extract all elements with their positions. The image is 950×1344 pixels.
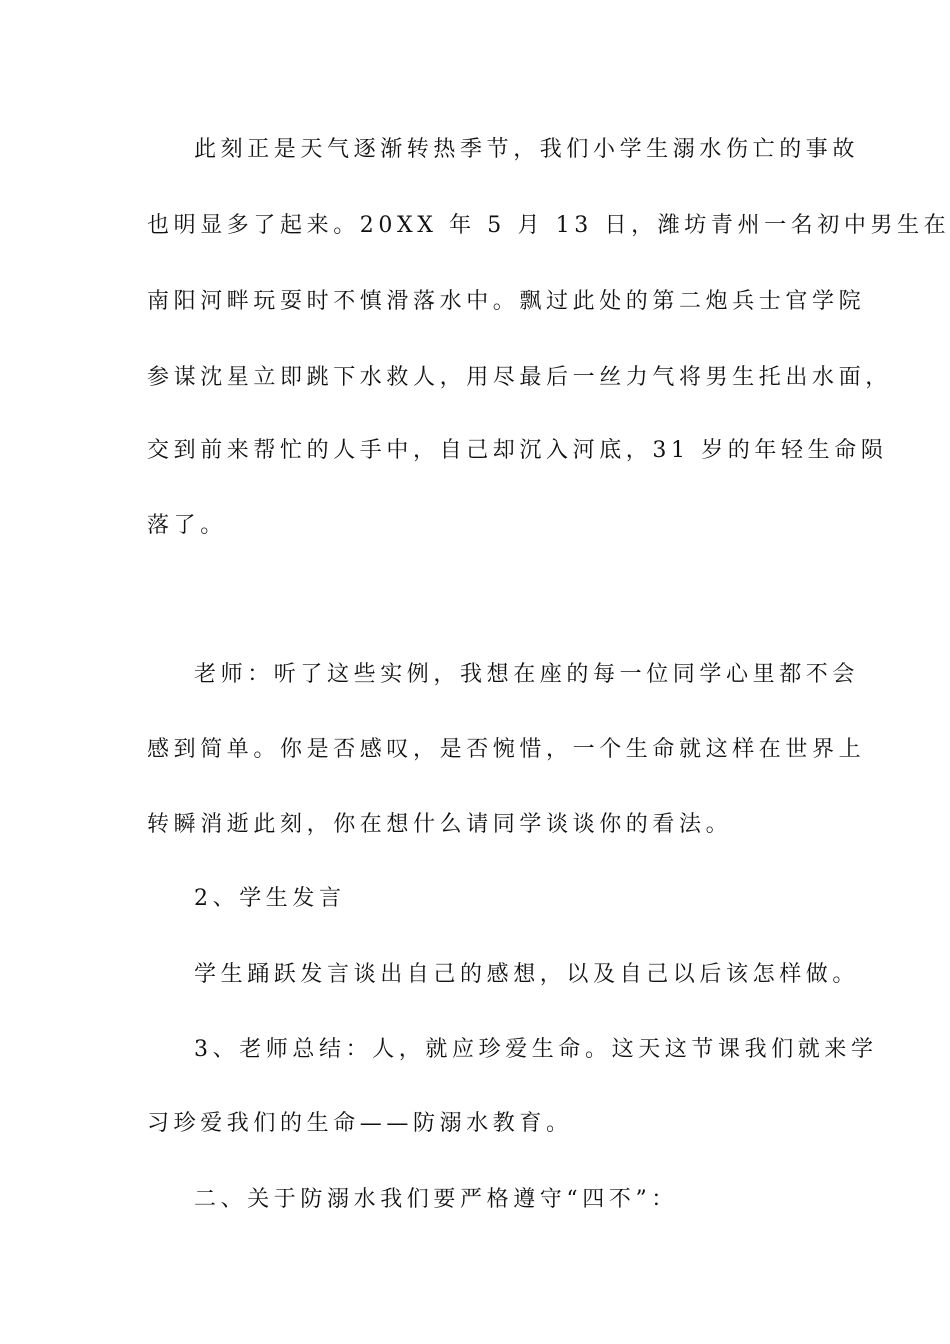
text-line: 参谋沈星立即跳下水救人，用尽最后一丝力气将男生托出水面， — [147, 365, 892, 390]
text-line: 南阳河畔玩耍时不慎滑落水中。飘过此处的第二炮兵士官学院 — [147, 289, 866, 314]
text-line: 转瞬消逝此刻，你在想什么请同学谈谈你的看法。 — [147, 812, 733, 837]
text-line: 此刻正是天气逐渐转热季节，我们小学生溺水伤亡的事故 — [194, 137, 860, 162]
text-line: 落了。 — [147, 513, 227, 538]
text-line: 老师：听了这些实例，我想在座的每一位同学心里都不会 — [194, 662, 860, 687]
text-line: 交到前来帮忙的人手中，自己却沉入河底，31 岁的年轻生命陨 — [147, 438, 888, 463]
section-heading: 二、关于防溺水我们要严格遵守“四不”： — [194, 1187, 678, 1212]
text-line: 学生踊跃发言谈出自己的感想，以及自己以后该怎样做。 — [194, 962, 860, 987]
text-line: 也明显多了起来。20XX 年 5 月 13 日，潍坊青州一名初中男生在 — [147, 213, 950, 238]
text-line: 习珍爱我们的生命——防溺水教育。 — [147, 1111, 573, 1136]
list-item-heading: 2、学生发言 — [194, 886, 346, 911]
text-line: 3、老师总结：人，就应珍爱生命。这天这节课我们就来学 — [194, 1037, 878, 1062]
text-line: 感到简单。你是否感叹，是否惋惜，一个生命就这样在世界上 — [147, 737, 866, 762]
